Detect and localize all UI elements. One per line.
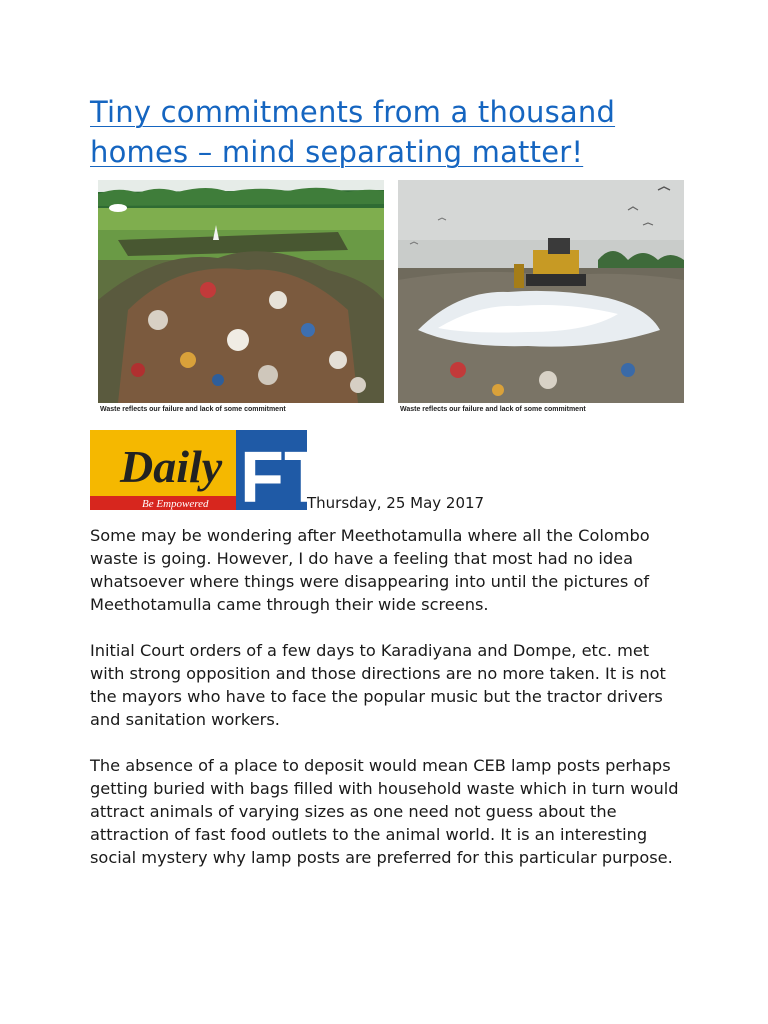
landfill-bulldozer-photo xyxy=(398,180,684,416)
landfill-bulldozer-image xyxy=(398,180,684,403)
photo-caption: Waste reflects our failure and lack of some commitment xyxy=(100,406,286,413)
daily-ft-logo-image xyxy=(90,430,328,518)
article-date: Thursday, 25 May 2017 xyxy=(307,494,485,512)
article-body xyxy=(90,524,680,892)
waste-dump-field-image xyxy=(98,180,384,403)
photo-caption: Waste reflects our failure and lack of some commitment xyxy=(400,406,586,413)
logo-brand-letters: FT xyxy=(240,438,328,518)
daily-ft-logo xyxy=(90,430,328,518)
waste-dump-field-photo xyxy=(98,180,384,416)
paragraph: The absence of a place to deposit would mean CEB lamp posts perhaps getting buried with bags filled with household waste which in turn would attract animals of varying sizes as one need not guess about the attraction of fast food outlets to the animal world. It is an interesting social mystery why lamp posts are preferred for this particular purpose. xyxy=(90,756,679,867)
logo-brand-word: Daily xyxy=(120,441,223,492)
paragraph: Initial Court orders of a few days to Karadiyana and Dompe, etc. met with strong opposition and those directions are no more taken. It is not the mayors who have to face the popular music but the tractor drivers and sanitation workers. xyxy=(90,641,666,729)
article-title[interactable]: Tiny commitments from a thousand homes – mind separating matter! xyxy=(90,95,616,169)
paragraph: Some may be wondering after Meethotamulla where all the Colombo waste is going. However, I do have a feeling that most had no idea whatsoever where things were disappearing into until the pictures of Meethotamulla came through their wide screens. xyxy=(90,526,650,614)
logo-tagline: Be Empowered xyxy=(142,498,209,510)
